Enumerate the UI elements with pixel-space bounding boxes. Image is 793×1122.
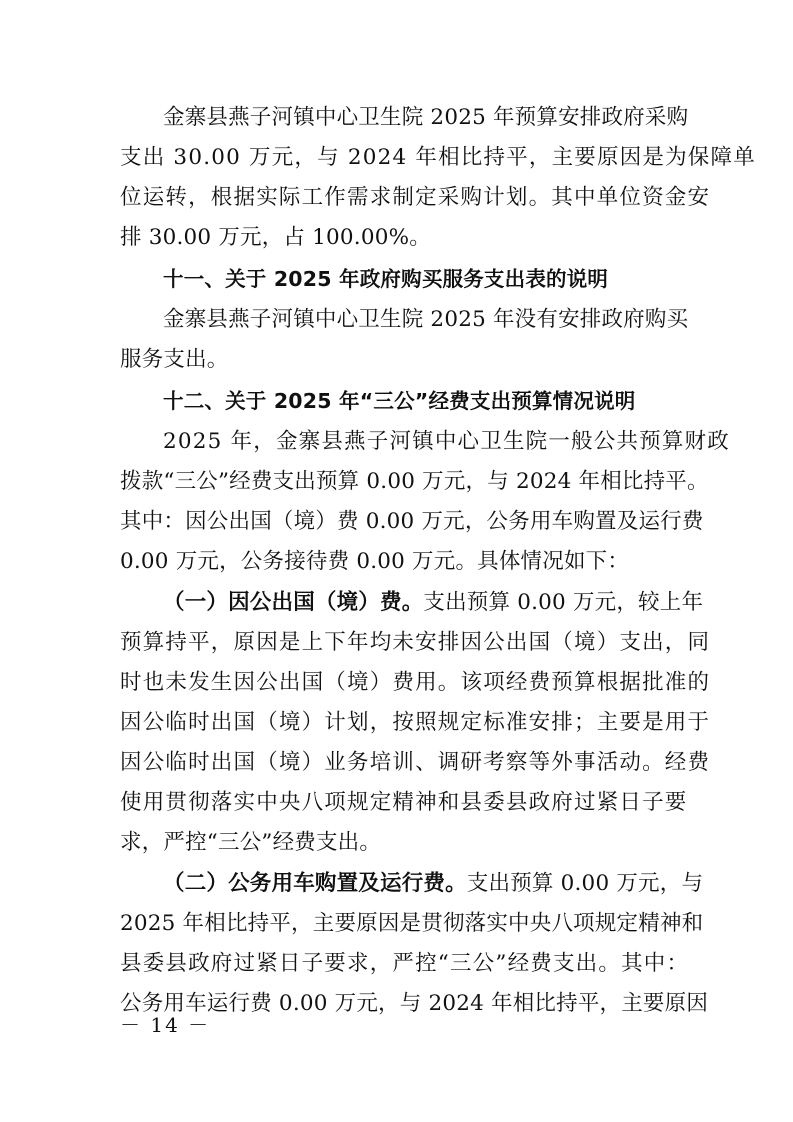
text-line: 因公临时出国（境）业务培训、调研考察等外事活动。经费: [120, 750, 711, 775]
subsection-lead-abroad: （一）因公出国（境）费。: [163, 590, 424, 615]
text-run: 支出预算 0.00 万元，较上年: [423, 590, 704, 615]
text-line: 其中：因公出国（境）费 0.00 万元，公务用车购置及运行费: [120, 509, 704, 534]
text-line: 时也未发生因公出国（境）费用。该项经费预算根据批准的: [120, 670, 711, 695]
text-line: 县委县政府过紧日子要求，严控“三公”经费支出。其中：: [120, 951, 690, 976]
text-line: 支出 30.00 万元，与 2024 年相比持平，主要原因是为保障单: [120, 145, 756, 170]
page-number: － 14 －: [120, 1013, 211, 1037]
section-heading-11: 十一、关于 2025 年政府购买服务支出表的说明: [163, 267, 609, 291]
text-line: 金寨县燕子河镇中心卫生院 2025 年预算安排政府采购: [163, 105, 689, 130]
text-line: 0.00 万元，公务接待费 0.00 万元。具体情况如下：: [120, 549, 630, 574]
subsection-lead-vehicle: （二）公务用车购置及运行费。: [163, 871, 467, 896]
text-line: 2025 年，金寨县燕子河镇中心卫生院一般公共预算财政: [163, 429, 730, 454]
text-line: 公务用车运行费 0.00 万元，与 2024 年相比持平，主要原因: [120, 991, 709, 1016]
text-line: 因公临时出国（境）计划，按照规定标准安排；主要是用于: [120, 710, 711, 735]
text-line: 2025 年相比持平，主要原因是贯彻落实中央八项规定精神和: [120, 911, 704, 936]
text-line: 拨款“三公”经费支出预算 0.00 万元，与 2024 年相比持平。: [120, 469, 709, 494]
text-line: 位运转，根据实际工作需求制定采购计划。其中单位资金安: [120, 185, 711, 210]
text-line: [163, 864, 703, 904]
text-line: 预算持平，原因是上下年均未安排因公出国（境）支出，同: [120, 630, 711, 655]
text-line: 金寨县燕子河镇中心卫生院 2025 年没有安排政府购买: [163, 307, 689, 332]
text-line: 服务支出。: [120, 347, 229, 372]
section-heading-12: 十二、关于 2025 年“三公”经费支出预算情况说明: [163, 389, 636, 413]
text-run: 支出预算 0.00 万元，与: [466, 871, 704, 896]
text-line: 排 30.00 万元，占 100.00%。: [120, 225, 431, 250]
text-line: 求，严控“三公”经费支出。: [120, 830, 382, 855]
text-line: 使用贯彻落实中央八项规定精神和县委县政府过紧日子要: [120, 790, 688, 815]
text-line: [163, 583, 703, 623]
